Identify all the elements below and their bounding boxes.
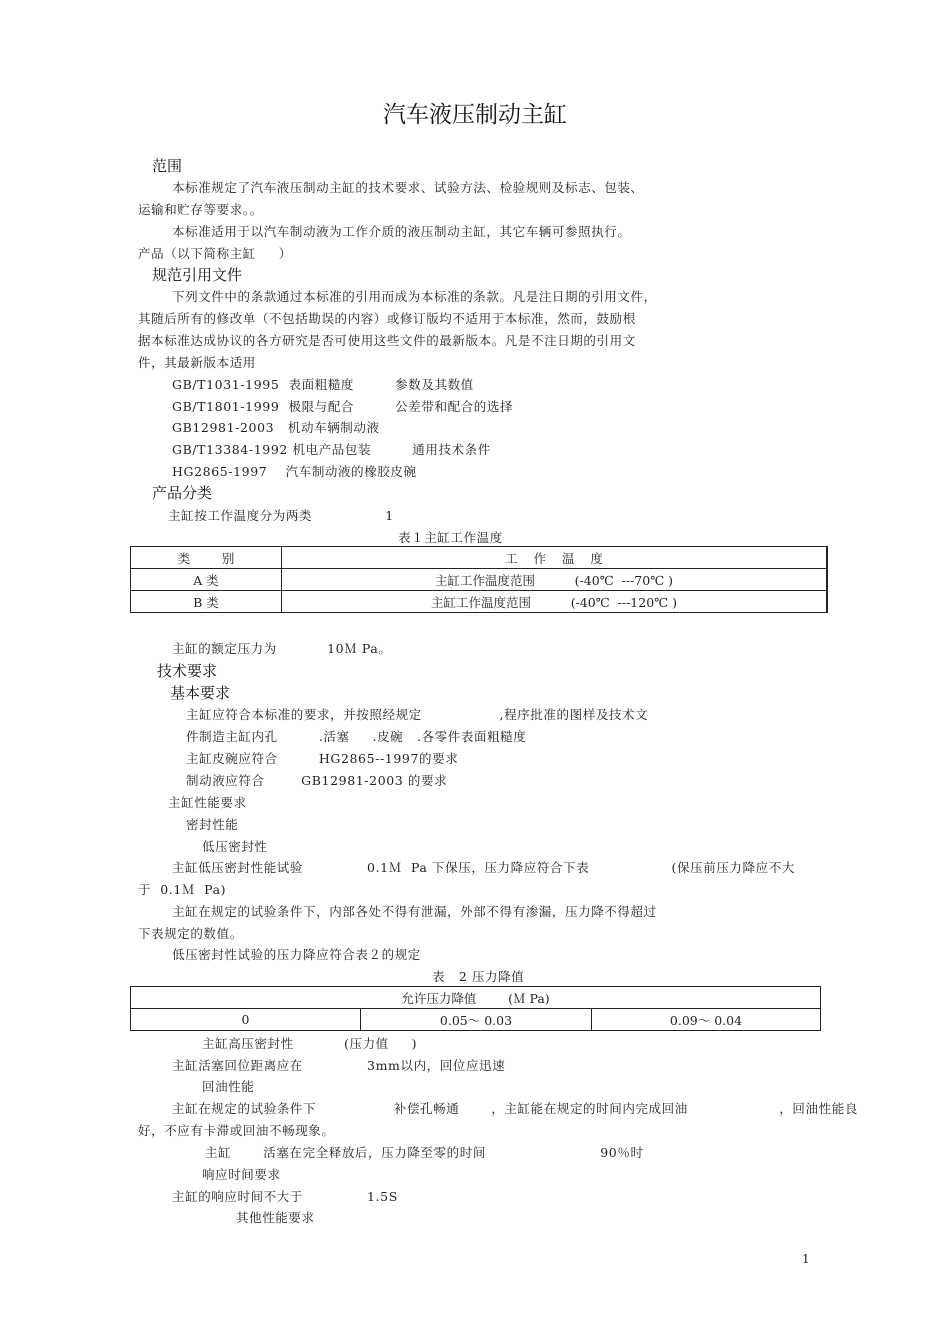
table-header-row <box>131 987 821 1009</box>
paragraph-line: 于 0.1Ｍ Pa) <box>138 882 227 897</box>
table-cell: B 类 <box>131 591 282 613</box>
section-heading-classification: 产品分类 <box>152 484 213 502</box>
table-row <box>131 591 828 613</box>
paragraph-line: 本标准适用于以汽车制动液为工作介质的液压制动主缸，其它车辆可参照执行。 <box>172 224 631 239</box>
table-cell: A 类 <box>131 569 282 591</box>
paragraph-line: 好，不应有卡滞或回油不畅现象。 <box>138 1123 335 1138</box>
standard-reference: GB/T1031-1995 表面粗糙度 参数及其数值 <box>172 377 474 392</box>
temperature-table <box>130 546 828 613</box>
section-heading-technical: 技术要求 <box>157 662 218 680</box>
paragraph-line: 主缸低压密封性能试验 0.1Ｍ Pa 下保压，压力降应符合下表 (保压前压力降应不大 <box>172 860 795 875</box>
paragraph-line: 主缸应符合本标准的要求，并按照经规定 ,程序批准的图样及技术文 <box>186 707 649 722</box>
table-cell: 0.09～ 0.04 <box>592 1009 821 1031</box>
paragraph-line: 本标准规定了汽车液压制动主缸的技术要求、试验方法、检验规则及标志、包装、 <box>172 180 644 195</box>
paragraph-line: 主缸 活塞在完全释放后，压力降至零的时间 90％时 <box>205 1145 644 1160</box>
paragraph-line: 主缸在规定的试验条件下 补偿孔畅通 ，主缸能在规定的时间内完成回油 ，回油性能良 <box>172 1101 858 1116</box>
paragraph-line: 件，其最新版本适用 <box>138 355 256 370</box>
subheading: 低压密封性 <box>202 839 268 854</box>
standard-reference: GB12981-2003 机动车辆制动液 <box>172 420 380 435</box>
subheading: 主缸性能要求 <box>168 795 247 810</box>
section-heading-scope: 范围 <box>152 157 183 175</box>
section-heading-normative: 规范引用文件 <box>152 266 243 284</box>
table-cell: 主缸工作温度范围 (-40℃ ---70℃ ) <box>282 569 828 591</box>
table-cell: 主缸工作温度范围 (-40℃ ---120℃ ) <box>282 591 828 613</box>
paragraph-line: 产品（以下简称主缸 ） <box>138 246 292 261</box>
paragraph-line: 运输和贮存等要求。。 <box>138 202 263 217</box>
subheading: 其他性能要求 <box>236 1210 315 1225</box>
table-cell: 0 <box>131 1009 361 1031</box>
table2-caption: 表 2 压力降值 <box>432 969 525 984</box>
document-title: 汽车液压制动主缸 <box>383 102 567 128</box>
paragraph-line: 主缸在规定的试验条件下，内部各处不得有泄漏，外部不得有渗漏，压力降不得超过 <box>172 904 657 919</box>
paragraph-line: 低压密封性试验的压力降应符合表２的规定 <box>172 947 421 962</box>
table-header-cell: 允许压力降值 (Ｍ Pa) <box>131 987 821 1009</box>
section-heading-basic: 基本要求 <box>170 684 231 702</box>
subheading: 密封性能 <box>186 817 239 832</box>
paragraph-line: 件制造主缸内孔 .活塞 .皮碗 .各零件表面粗糙度 <box>186 729 527 744</box>
standard-reference: HG2865-1997 汽车制动液的橡胶皮碗 <box>172 464 417 479</box>
table-row <box>131 569 828 591</box>
paragraph-line: 据本标准达成协议的各方研究是否可使用这些文件的最新版本。凡是不注日期的引用文 <box>138 333 636 348</box>
paragraph-line: 下列文件中的条款通过本标准的引用而成为本标准的条款。凡是注日期的引用文件， <box>172 289 657 304</box>
paragraph-line: 其随后所有的修改单（不包括勘误的内容）或修订版均不适用于本标准，然而，鼓励根 <box>138 311 636 326</box>
table1-caption: 表１主缸工作温度 <box>398 530 503 545</box>
standard-reference: GB/T1801-1999 极限与配合 公差带和配合的选择 <box>172 399 514 414</box>
paragraph-line: 主缸的响应时间不大于 1.5S <box>172 1189 398 1204</box>
pressure-drop-table <box>130 986 821 1031</box>
subheading: 响应时间要求 <box>202 1167 281 1182</box>
standard-reference: GB/T13384-1992 机电产品包装 通用技术条件 <box>172 442 491 457</box>
table-row <box>131 1009 821 1031</box>
table-header-row <box>131 547 828 569</box>
table-header-cell: 工 作 温 度 <box>282 547 828 569</box>
subheading: 主缸高压密封性 (压力值 ) <box>202 1036 418 1051</box>
table-cell: 0.05～ 0.03 <box>361 1009 592 1031</box>
table-header-cell: 类 别 <box>131 547 282 569</box>
page-number: 1 <box>802 1252 810 1266</box>
paragraph-line: 制动液应符合 GB12981-2003 的要求 <box>186 773 448 788</box>
paragraph-line: 主缸皮碗应符合 HG2865--1997的要求 <box>186 751 459 766</box>
subheading: 回油性能 <box>202 1079 255 1094</box>
paragraph-line: 下表规定的数值。 <box>138 926 243 941</box>
paragraph-line: 主缸活塞回位距离应在 3mm以内，回位应迅速 <box>172 1058 506 1073</box>
paragraph-line: 主缸的额定压力为 10Ｍ Pa。 <box>172 641 392 656</box>
paragraph-line: 主缸按工作温度分为两类 1 <box>168 508 394 523</box>
